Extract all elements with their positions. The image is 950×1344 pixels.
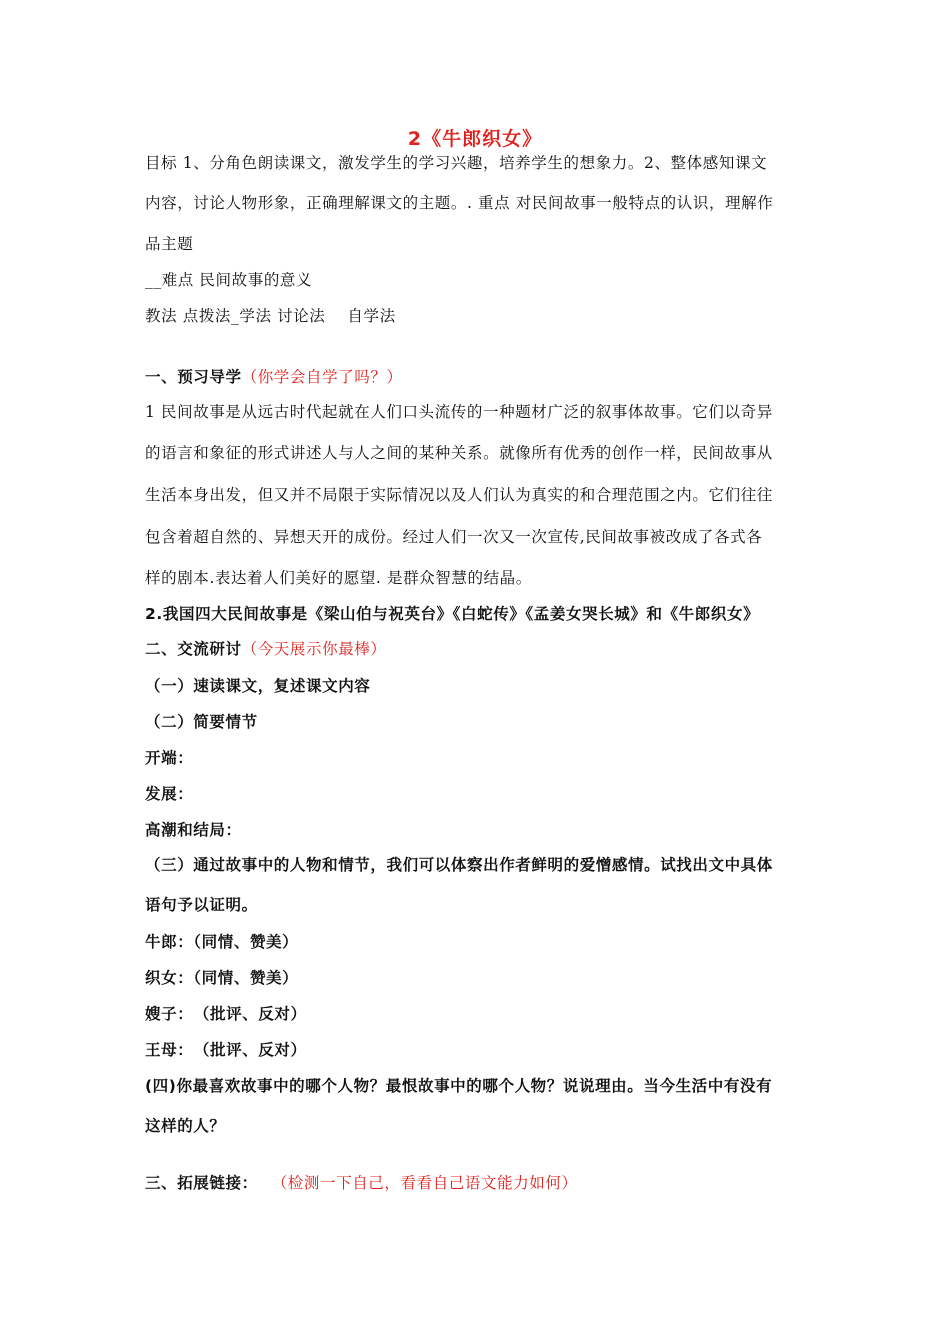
difficulty-line: __难点 民间故事的意义	[145, 271, 313, 289]
section1-heading: 一、预习导学	[145, 368, 242, 386]
plot-development: 发展：	[145, 785, 194, 803]
section1-heading-line	[145, 366, 815, 388]
methods-line	[145, 305, 815, 327]
section3-note: （检测一下自己，看看自己语文能力如何）	[271, 1174, 578, 1192]
section3-heading: 三、拓展链接：	[145, 1174, 258, 1192]
section2-heading-line	[145, 638, 815, 660]
objectives-line-1: 目标 1、分角色朗读课文，激发学生的学习兴趣，培养学生的想象力。2、整体感知课文	[145, 154, 768, 172]
question-3-line-1: （三）通过故事中的人物和情节，我们可以体察出作者鲜明的爱憎感情。试找出文中具体	[145, 856, 773, 874]
character-sister-in-law: 嫂子： （批评、反对）	[145, 1005, 307, 1023]
four-folk-tales-line: 2.我国四大民间故事是《梁山伯与祝英台》《白蛇传》《孟姜女哭长城》和《牛郎织女》	[145, 605, 760, 623]
question-2: （二）简要情节	[145, 713, 258, 731]
character-queen-mother: 王母： （批评、反对）	[145, 1041, 307, 1059]
section1-note: （你学会自学了吗？）	[241, 368, 403, 386]
page-title: 2《牛郎织女》	[407, 128, 543, 150]
section1-para-line-4: 包含着超自然的、异想天开的成份。经过人们一次又一次宣传,民间故事被改成了各式各	[145, 528, 763, 546]
section1-para-line-1: 1 民间故事是从远古时代起就在人们口头流传的一种题材广泛的叙事体故事。它们以奇异	[145, 403, 773, 421]
plot-beginning: 开端：	[145, 749, 194, 767]
question-4-line-1: (四)你最喜欢故事中的哪个人物？最恨故事中的哪个人物？说说理由。当今生活中有没有	[145, 1077, 773, 1095]
section1-para-line-5: 样的剧本.表达着人们美好的愿望. 是群众智慧的结晶。	[145, 569, 532, 587]
methods-text: 教法 点拨法_学法 讨论法	[145, 307, 326, 325]
section2-heading: 二、交流研讨	[145, 640, 242, 658]
section2-note: （今天展示你最棒）	[241, 640, 387, 658]
self-study-text: 自学法	[347, 307, 396, 325]
character-zhinu: 织女：（同情、赞美）	[145, 969, 299, 987]
character-niulang: 牛郎：（同情、赞美）	[145, 933, 299, 951]
section1-para-line-2: 的语言和象征的形式讲述人与人之间的某种关系。就像所有优秀的创作一样，民间故事从	[145, 444, 773, 462]
question-1: （一）速读课文，复述课文内容	[145, 677, 371, 695]
question-4-line-2: 这样的人？	[145, 1117, 226, 1135]
objectives-line-2: 内容，讨论人物形象，正确理解课文的主题。. 重点 对民间故事一般特点的认识，理解作	[145, 194, 774, 212]
objectives-line-3: 品主题	[145, 235, 194, 253]
section3-heading-line	[145, 1172, 815, 1194]
plot-climax: 高潮和结局：	[145, 821, 242, 839]
section1-para-line-3: 生活本身出发，但又并不局限于实际情况以及人们认为真实的和合理范围之内。它们往往	[145, 486, 773, 504]
question-3-line-2: 语句予以证明。	[145, 896, 258, 914]
